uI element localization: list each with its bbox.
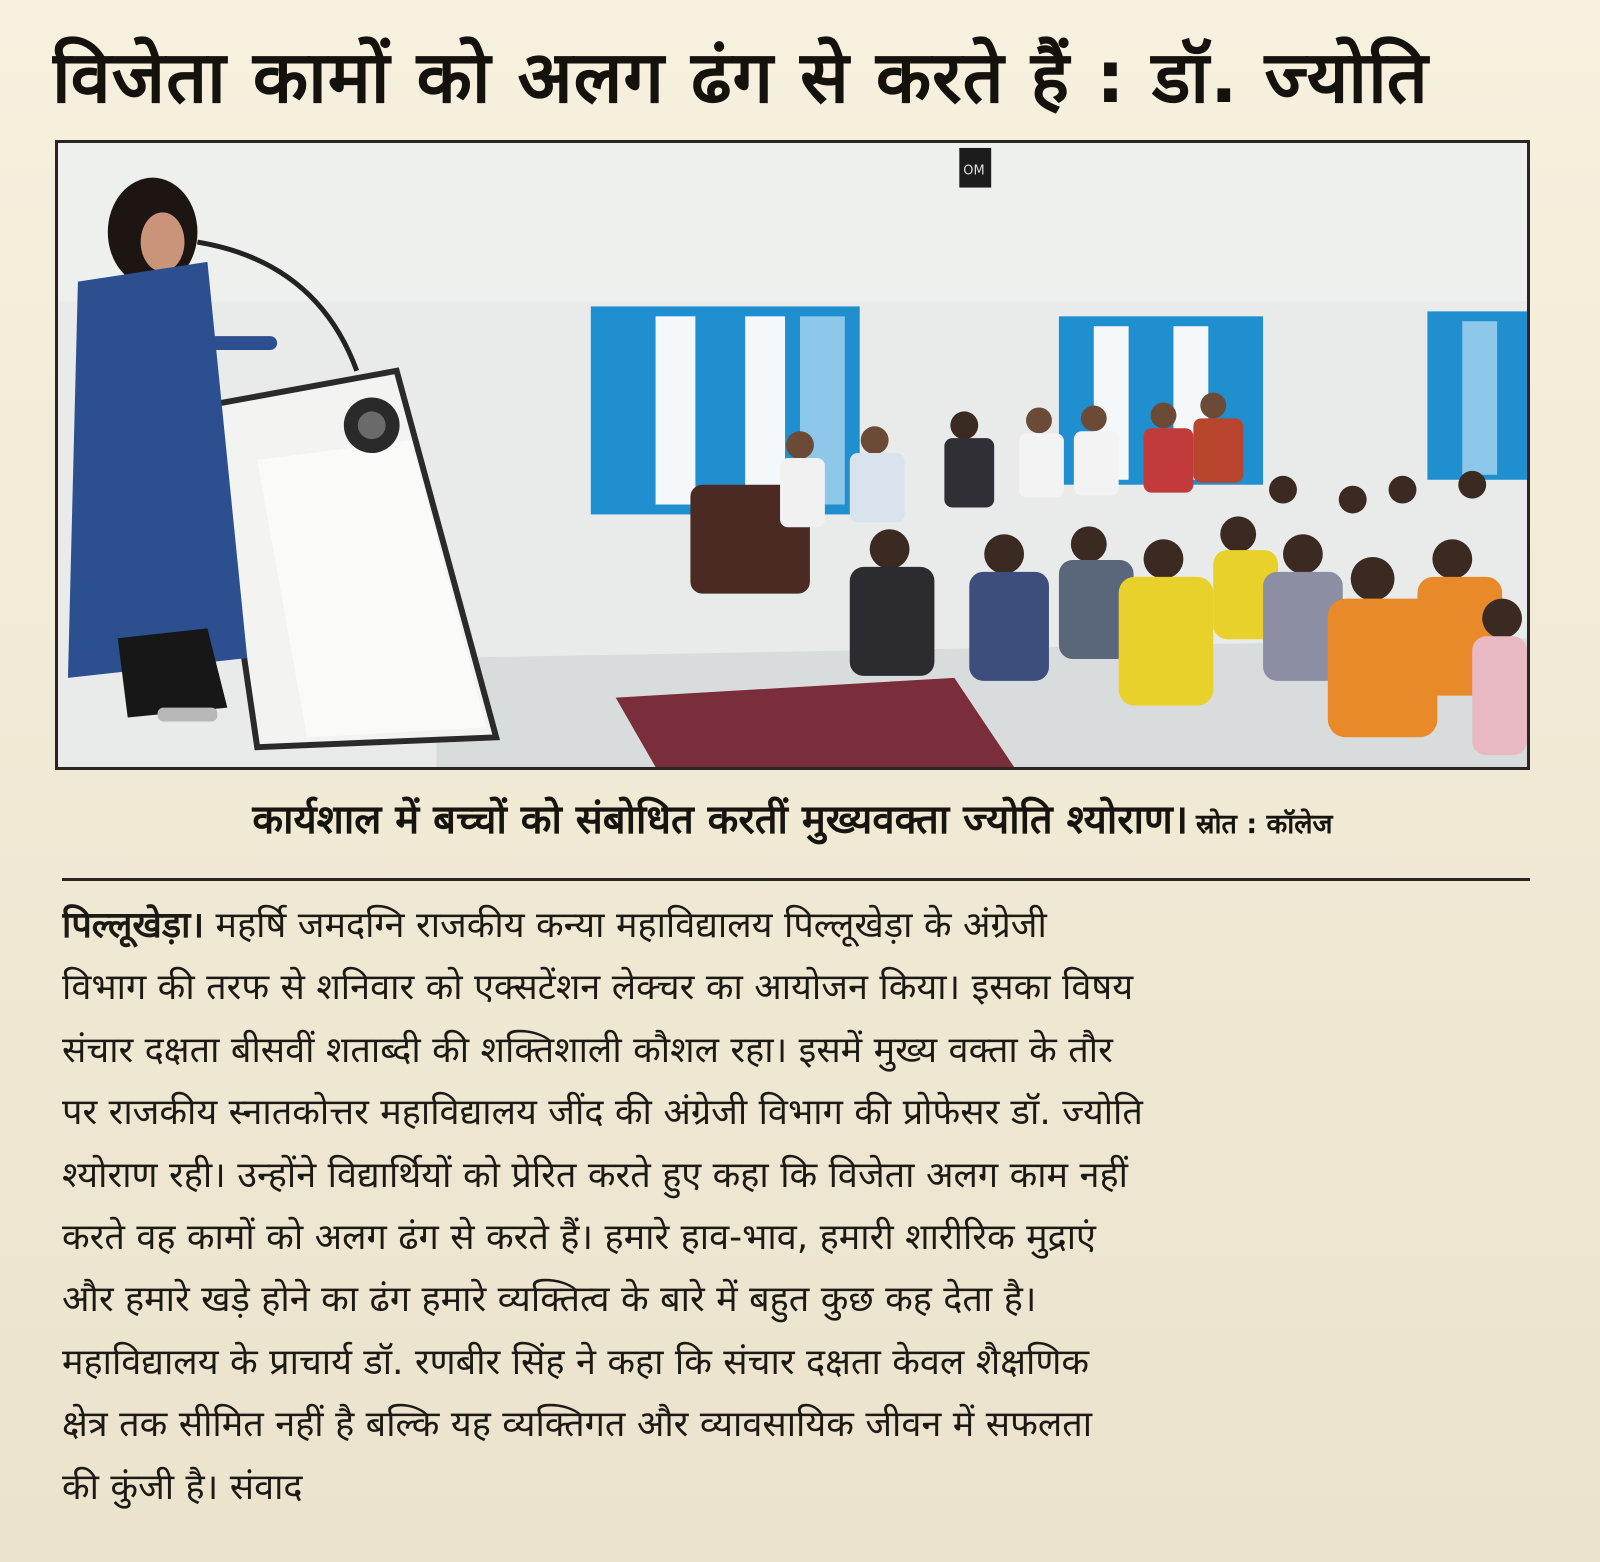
article-line: विभाग की तरफ से शनिवार को एक्सटेंशन लेक्चर का आयोजन किया। इसका विषय xyxy=(62,967,1134,1009)
article-line: पिल्लूखेड़ा। महर्षि जमदग्नि राजकीय कन्या महाविद्यालय पिल्लूखेड़ा के अंग्रेजी xyxy=(62,905,1047,946)
article-line: श्योराण रही। उन्होंने विद्यार्थियों को प्रेरित करते हुए कहा कि विजेता अलग काम नहीं xyxy=(62,1154,1128,1196)
headline: विजेता कामों को अलग ढंग से करते हैं : डॉ. ज्योति xyxy=(52,35,1429,119)
article-line: और हमारे खड़े होने का ढंग हमारे व्यक्तित्व के बारे में बहुत कुछ कह देता है। xyxy=(62,1279,1037,1321)
sign-label: OM xyxy=(963,163,985,179)
article-line: क्षेत्र तक सीमित नहीं है बल्कि यह व्यक्तिगत और व्यावसायिक जीवन में सफलता xyxy=(62,1404,1093,1446)
window-right xyxy=(1427,311,1527,479)
news-photo xyxy=(55,140,1530,770)
article-line: संचार दक्षता बीसवीं शताब्दी की शक्तिशाली कौशल रहा। इसमें मुख्य वक्ता के तौर xyxy=(62,1029,1113,1071)
dateline: पिल्लूखेड़ा। xyxy=(62,905,205,946)
article-line: महाविद्यालय के प्राचार्य डॉ. रणबीर सिंह ने कहा कि संचार दक्षता केवल शैक्षणिक xyxy=(62,1341,1090,1383)
article-line: पर राजकीय स्नातकोत्तर महाविद्यालय जींद की अंग्रेजी विभाग की प्रोफेसर डॉ. ज्योति xyxy=(62,1092,1143,1134)
divider-rule xyxy=(62,878,1530,881)
caption-text: कार्यशाल में बच्चों को संबोधित करतीं मुख्यवक्ता ज्योति श्योराण। xyxy=(252,797,1189,843)
article-line: करते वह कामों को अलग ढंग से करते हैं। हमारे हाव-भाव, हमारी शारीरिक मुद्राएं xyxy=(62,1216,1096,1258)
caption-credit: स्रोत : कॉलेज xyxy=(1196,809,1333,840)
article-body xyxy=(62,895,1532,1555)
article-line: की कुंजी है। संवाद xyxy=(62,1466,303,1508)
lecture-hall-scene xyxy=(58,143,1527,767)
photo-caption xyxy=(55,784,1530,856)
